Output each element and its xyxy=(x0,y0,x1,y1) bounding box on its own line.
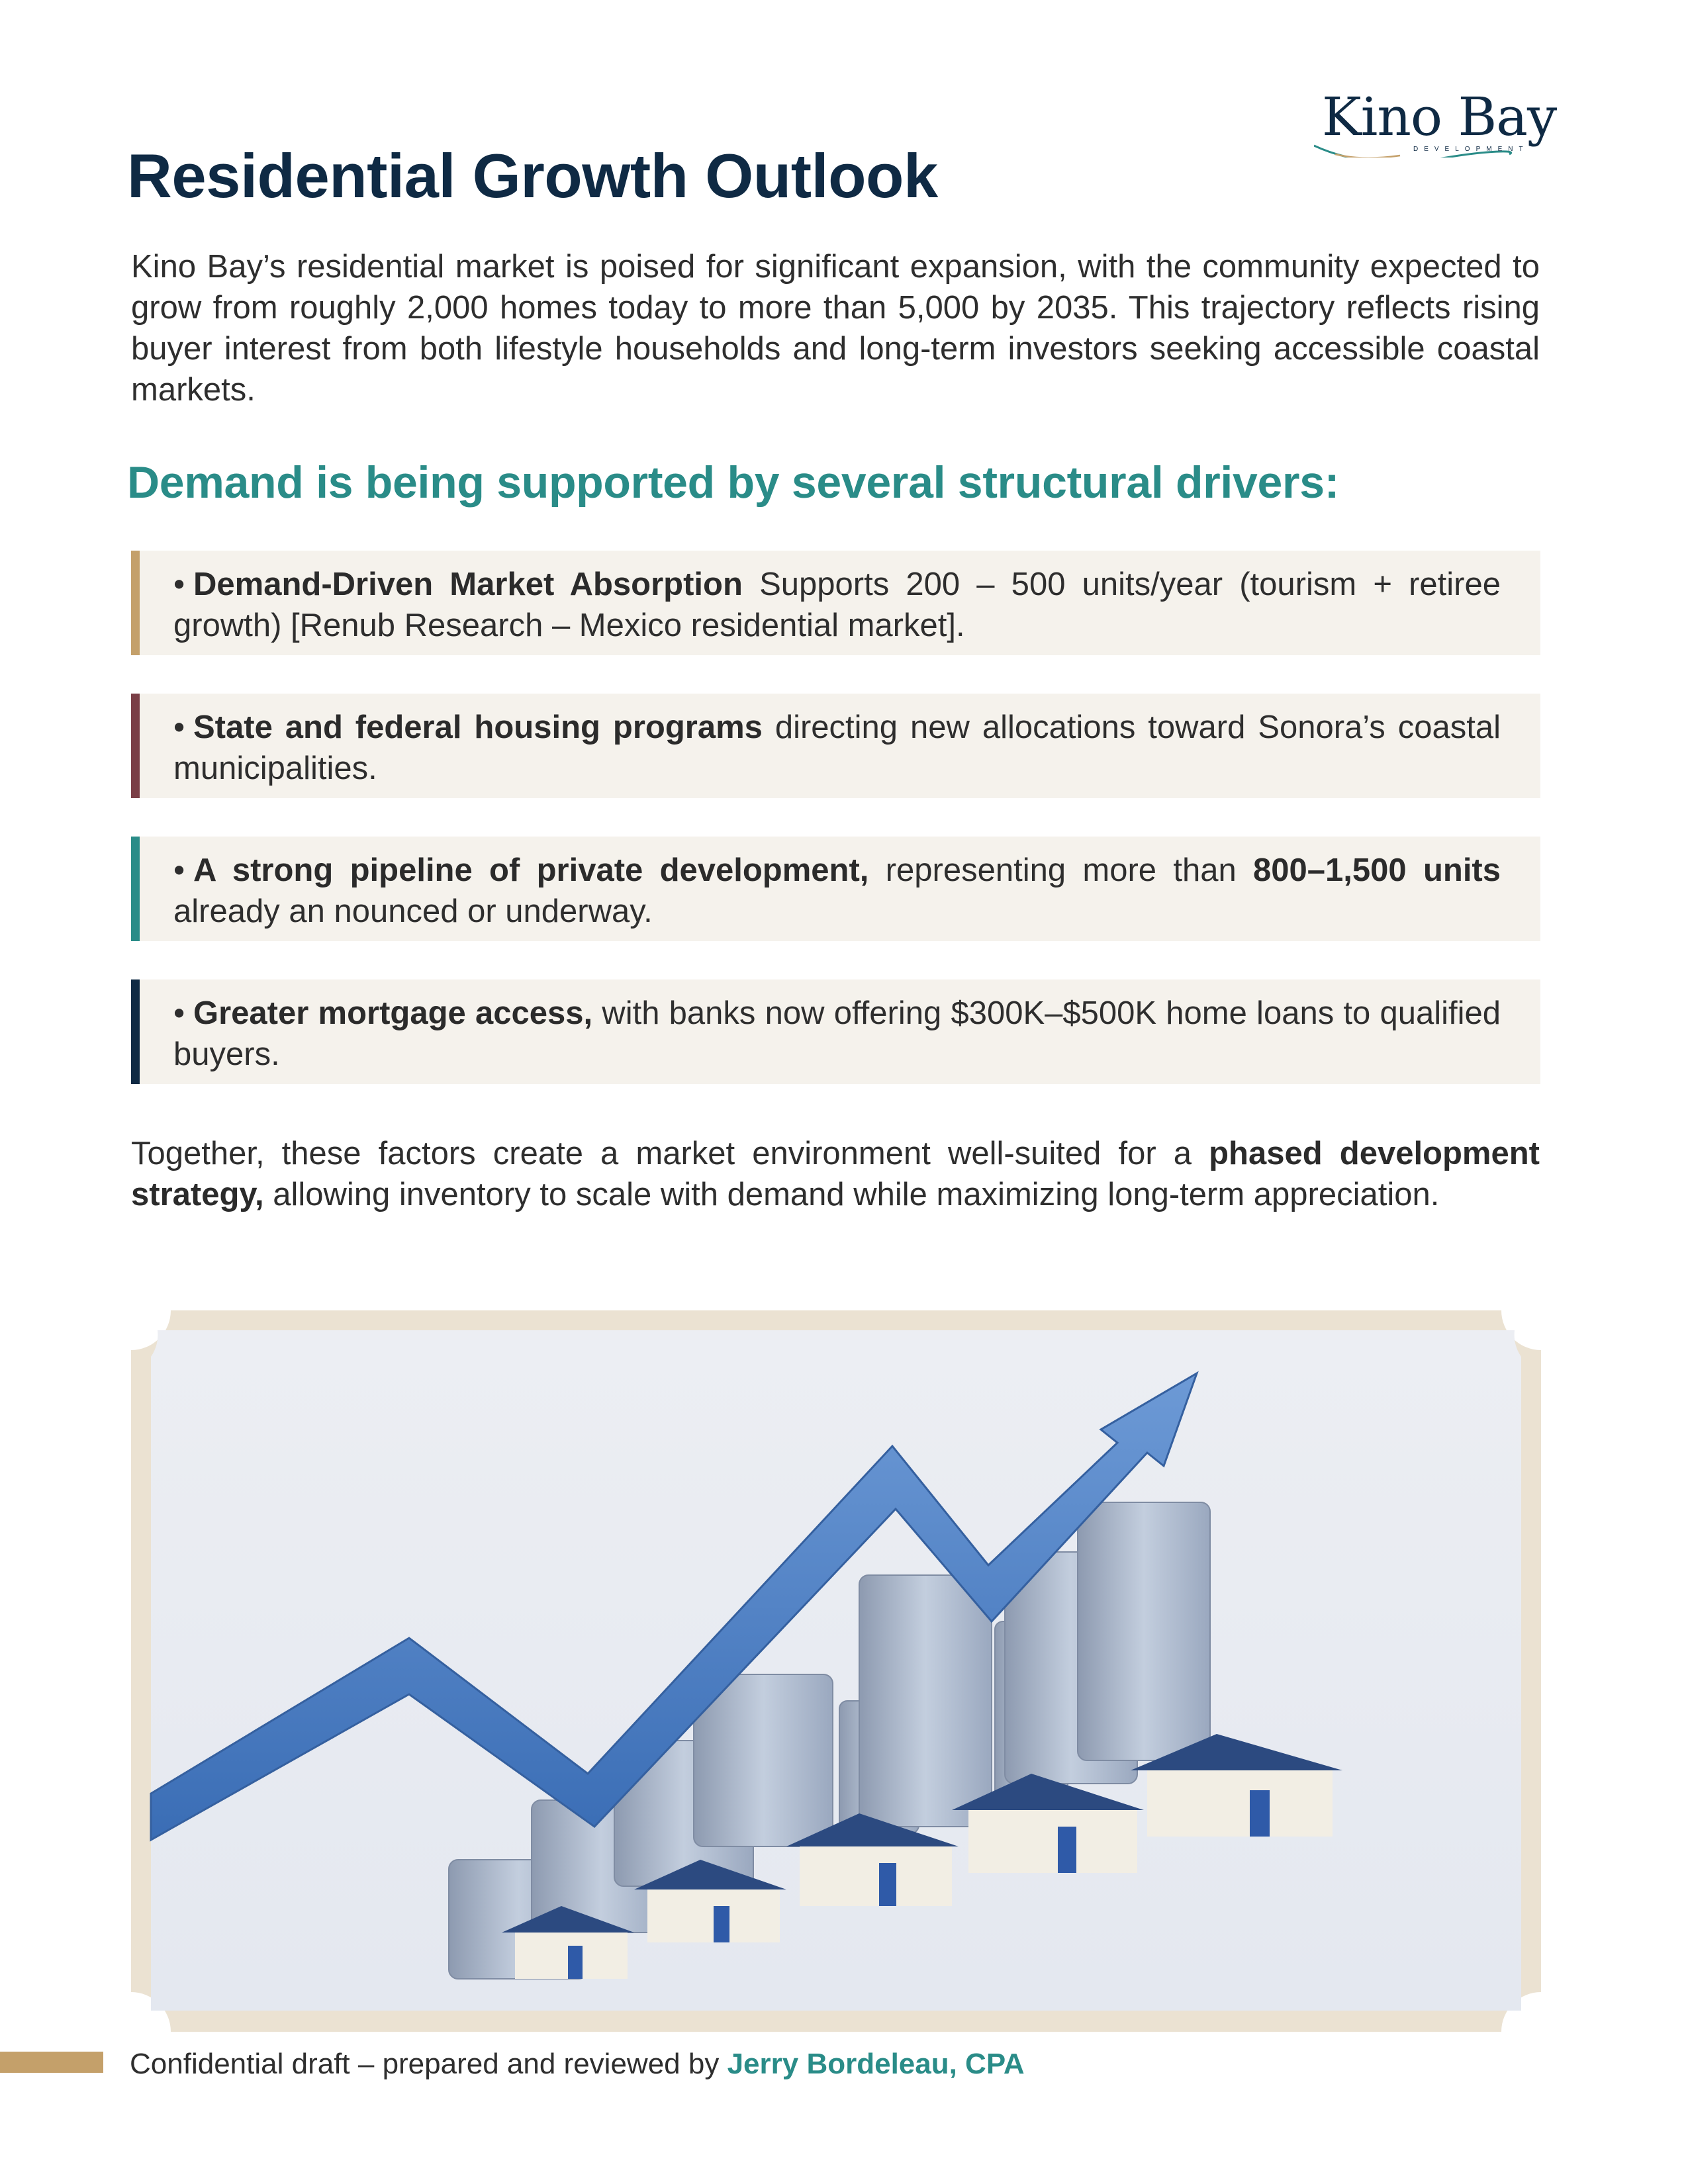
logo-wordmark: Kino Bay xyxy=(1322,86,1557,148)
closing-highlight: phased development strategy, xyxy=(131,1136,1540,1212)
driver-text: with banks now offering $300K–$500K home loans to qualified buyers. xyxy=(173,995,1501,1072)
accent-bar xyxy=(131,551,140,655)
footer-accent-bar xyxy=(0,2052,103,2073)
accent-bar xyxy=(131,837,140,941)
footer-note xyxy=(130,2048,1025,2081)
driver-title: Demand-Driven Market Absorption xyxy=(193,567,743,602)
footer-text: Confidential draft – prepared and reviewed by xyxy=(130,2048,727,2080)
driver-card-mortgage xyxy=(131,979,1540,1084)
driver-highlight: 800–1,500 units xyxy=(1253,852,1501,888)
section-heading: Demand is being supported by several structural drivers: xyxy=(127,457,1340,508)
bullet-icon: • xyxy=(173,709,185,745)
driver-title: Greater mortgage access, xyxy=(193,995,593,1031)
bullet-icon: • xyxy=(173,852,185,888)
driver-text: directing new allocations toward Sonora’s coastal municipalities. xyxy=(173,709,1501,786)
driver-title: A strong pipeline of private development, xyxy=(193,852,869,888)
page-title: Residential Growth Outlook xyxy=(127,141,938,210)
bullet-icon: • xyxy=(173,567,185,602)
driver-title: State and federal housing programs xyxy=(193,709,763,745)
intro-paragraph: Kino Bay’s residential market is poised for significant expansion, with the community expected to grow from roughly 2,000 homes today to more than 5,000 by 2035. This trajectory reflects rising buyer interest from both lifestyle households and long-term investors seeking accessible coastal markets. xyxy=(131,249,1540,408)
accent-bar xyxy=(131,979,140,1084)
accent-bar xyxy=(131,694,140,798)
driver-card-pipeline xyxy=(131,837,1540,941)
logo-tagline: DEVELOPMENT xyxy=(1413,146,1529,153)
growth-illustration xyxy=(131,1310,1541,2032)
closing-text: Together, these factors create a market environment well-suited for a xyxy=(131,1136,1209,1171)
kino-bay-logo xyxy=(1314,86,1557,158)
driver-card-absorption xyxy=(131,551,1540,655)
closing-text: allowing inventory to scale with demand while maximizing long-term appreciation. xyxy=(263,1177,1440,1212)
driver-text: Supports 200 – 500 units/year (tourism + retiree growth) [Renub Research – Mexico residential market]. xyxy=(173,567,1501,643)
driver-card-housing-programs xyxy=(131,694,1540,798)
bullet-icon: • xyxy=(173,995,185,1031)
driver-text: representing more than xyxy=(868,852,1254,888)
reviewer-name: Jerry Bordeleau, CPA xyxy=(727,2048,1025,2080)
closing-paragraph xyxy=(131,1133,1540,1215)
driver-text: already an nounced or underway. xyxy=(173,893,653,929)
